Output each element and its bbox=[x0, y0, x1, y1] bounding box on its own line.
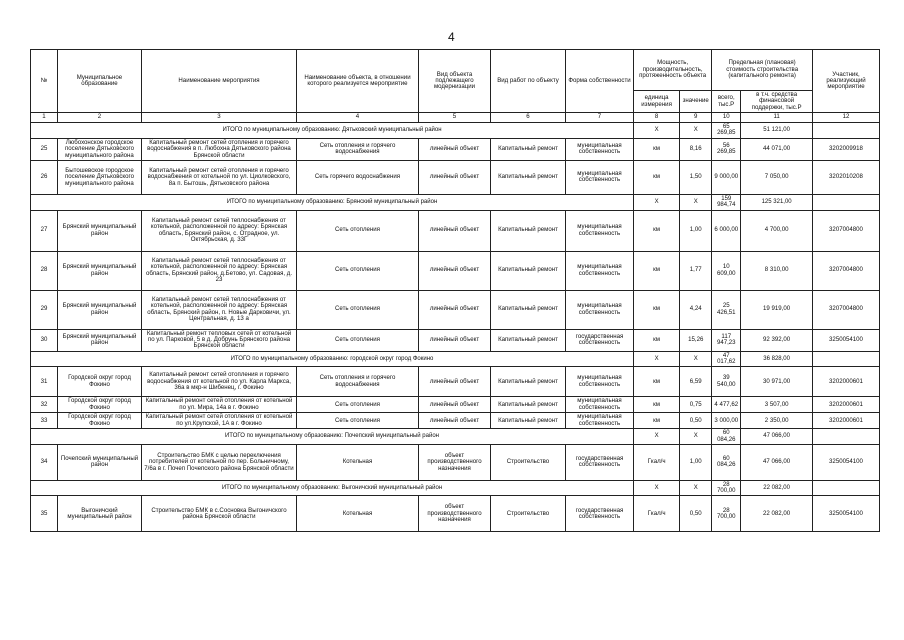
row-32-work: Капитальный ремонт bbox=[491, 397, 566, 413]
col-unit: единица измерения bbox=[634, 91, 680, 113]
row-34-no: 34 bbox=[31, 444, 58, 480]
x: X bbox=[680, 123, 712, 139]
num-10: 10 bbox=[712, 113, 741, 123]
row-31-mo: Городской округ город Фокино bbox=[58, 367, 142, 397]
row-34-owner: государственная собственность bbox=[566, 444, 634, 480]
row-29-no: 29 bbox=[31, 290, 58, 329]
row-33-support: 2 350,00 bbox=[741, 413, 813, 429]
row-35-work: Строительство bbox=[491, 496, 566, 532]
row-29-work: Капитальный ремонт bbox=[491, 290, 566, 329]
row-31-work: Капитальный ремонт bbox=[491, 367, 566, 397]
row-27-mo: Брянский муниципальный район bbox=[58, 210, 142, 251]
row-32-object: Сеть отопления bbox=[297, 397, 419, 413]
row-30-mo: Брянский муниципальный район bbox=[58, 329, 142, 351]
row-35-support: 22 082,00 bbox=[741, 496, 813, 532]
row-31-object: Сеть отопления и горячего водоснабжения bbox=[297, 367, 419, 397]
section-label: ИТОГО по муниципальному образованию: Почепский муниципальный район bbox=[31, 429, 634, 445]
col-municipality: Муниципальное образование bbox=[58, 50, 142, 113]
row-29-total: 25 426,51 bbox=[712, 290, 741, 329]
x: X bbox=[634, 480, 680, 496]
row-25-participant: 3202009918 bbox=[813, 138, 880, 160]
row-29-unit: км bbox=[634, 290, 680, 329]
row-32-value: 0,75 bbox=[680, 397, 712, 413]
num-8: 8 bbox=[634, 113, 680, 123]
row-33-value: 0,50 bbox=[680, 413, 712, 429]
row-29-event: Капитальный ремонт сетей теплоснабжения от котельной, расположенной по адресу: Брянская область, Брянский район, п. Новые Дарковичи, ул. Центральная, д. 13 а bbox=[142, 290, 297, 329]
col-capacity: Мощность, производительность, протяженность объекта bbox=[634, 50, 712, 91]
row-26-kind: линейный объект bbox=[419, 160, 491, 194]
num-3: 3 bbox=[142, 113, 297, 123]
section-label: ИТОГО по муниципальному образованию: Дятьковский муниципальный район bbox=[31, 123, 634, 139]
x: X bbox=[634, 429, 680, 445]
section-label: ИТОГО по муниципальному образованию: Брянский муниципальный район bbox=[31, 194, 634, 210]
num-9: 9 bbox=[680, 113, 712, 123]
row-35-event: Строительство БМК в с.Сосновка Выгоничского района Брянской области bbox=[142, 496, 297, 532]
support: 22 082,00 bbox=[741, 480, 813, 496]
row-25-no: 25 bbox=[31, 138, 58, 160]
row-30-participant: 3250054100 bbox=[813, 329, 880, 351]
row-28-event: Капитальный ремонт сетей теплоснабжения от котельной, расположенной по адресу: Брянская область, Брянский район, д.Бетово, ул. Садовая, д. 23 bbox=[142, 251, 297, 290]
support: 47 066,00 bbox=[741, 429, 813, 445]
col-owner: Форма собственности bbox=[566, 50, 634, 113]
row-34-work: Строительство bbox=[491, 444, 566, 480]
row-27-object: Сеть отопления bbox=[297, 210, 419, 251]
row-34-support: 47 066,00 bbox=[741, 444, 813, 480]
num-7: 7 bbox=[566, 113, 634, 123]
row-32-no: 32 bbox=[31, 397, 58, 413]
row-31-owner: муниципальная собственность bbox=[566, 367, 634, 397]
row-28-mo: Брянский муниципальный район bbox=[58, 251, 142, 290]
row-30-object: Сеть отопления bbox=[297, 329, 419, 351]
col-value: значение bbox=[680, 91, 712, 113]
row-28-object: Сеть отопления bbox=[297, 251, 419, 290]
row-29-object: Сеть отопления bbox=[297, 290, 419, 329]
num-1: 1 bbox=[31, 113, 58, 123]
row-25-value: 8,16 bbox=[680, 138, 712, 160]
row-30-owner: государственная собственность bbox=[566, 329, 634, 351]
row-35-mo: Выгоничский муниципальный район bbox=[58, 496, 142, 532]
row-25-event: Капитальный ремонт сетей отопления и горячего водоснабжения в п. Любохна Дятьковского района Брянской области bbox=[142, 138, 297, 160]
row-33-event: Капитальный ремонт сетей отопления от котельной по ул.Крупской, 1А в г. Фокино bbox=[142, 413, 297, 429]
row-32-unit: км bbox=[634, 397, 680, 413]
col-total: всего, тыс.Р bbox=[712, 91, 741, 113]
row-33-mo: Городской округ город Фокино bbox=[58, 413, 142, 429]
row-33-object: Сеть отопления bbox=[297, 413, 419, 429]
num-4: 4 bbox=[297, 113, 419, 123]
row-32-participant: 3202000601 bbox=[813, 397, 880, 413]
x: X bbox=[680, 429, 712, 445]
num-12: 12 bbox=[813, 113, 880, 123]
row-29-owner: муниципальная собственность bbox=[566, 290, 634, 329]
col-cost: Предельная (плановая) стоимость строительства (капитального ремонта) bbox=[712, 50, 813, 91]
col-support: в т.ч. средства финансовой поддержки, тыс.Р bbox=[741, 91, 813, 113]
works-table bbox=[30, 49, 880, 532]
row-35-object: Котельная bbox=[297, 496, 419, 532]
row-27-support: 4 700,00 bbox=[741, 210, 813, 251]
row-28-no: 28 bbox=[31, 251, 58, 290]
row-35-unit: Гкал/ч bbox=[634, 496, 680, 532]
row-33-kind: линейный объект bbox=[419, 413, 491, 429]
total: 28 700,00 bbox=[712, 480, 741, 496]
row-26-owner: муниципальная собственность bbox=[566, 160, 634, 194]
row-30-value: 15,26 bbox=[680, 329, 712, 351]
num-11: 11 bbox=[741, 113, 813, 123]
row-30-total: 117 947,23 bbox=[712, 329, 741, 351]
section-label: ИТОГО по муниципальному образованию: городской округ город Фокино bbox=[31, 351, 634, 367]
row-29-value: 4,24 bbox=[680, 290, 712, 329]
row-31-unit: км bbox=[634, 367, 680, 397]
row-25-total: 56 269,85 bbox=[712, 138, 741, 160]
row-34-total: 60 084,26 bbox=[712, 444, 741, 480]
row-26-support: 7 050,00 bbox=[741, 160, 813, 194]
x: X bbox=[634, 194, 680, 210]
row-31-participant: 3202000601 bbox=[813, 367, 880, 397]
row-27-event: Капитальный ремонт сетей теплоснабжения от котельной, расположенной по адресу: Брянская область, Брянский район, с. Отрадное, ул. Октябрьская, д. 33Г bbox=[142, 210, 297, 251]
row-30-support: 92 392,00 bbox=[741, 329, 813, 351]
row-35-no: 35 bbox=[31, 496, 58, 532]
num-6: 6 bbox=[491, 113, 566, 123]
row-34-participant: 3250054100 bbox=[813, 444, 880, 480]
row-34-value: 1,00 bbox=[680, 444, 712, 480]
row-26-no: 26 bbox=[31, 160, 58, 194]
num-2: 2 bbox=[58, 113, 142, 123]
row-35-total: 28 700,00 bbox=[712, 496, 741, 532]
row-28-kind: линейный объект bbox=[419, 251, 491, 290]
row-31-total: 39 540,00 bbox=[712, 367, 741, 397]
row-25-unit: км bbox=[634, 138, 680, 160]
row-28-participant: 3207004800 bbox=[813, 251, 880, 290]
row-28-value: 1,77 bbox=[680, 251, 712, 290]
total: 159 984,74 bbox=[712, 194, 741, 210]
page-number: 4 bbox=[448, 30, 455, 44]
row-27-no: 27 bbox=[31, 210, 58, 251]
row-31-no: 31 bbox=[31, 367, 58, 397]
row-33-work: Капитальный ремонт bbox=[491, 413, 566, 429]
row-27-kind: линейный объект bbox=[419, 210, 491, 251]
row-35-owner: государственная собственность bbox=[566, 496, 634, 532]
row-34-unit: Гкал/ч bbox=[634, 444, 680, 480]
row-31-support: 30 971,00 bbox=[741, 367, 813, 397]
row-33-no: 33 bbox=[31, 413, 58, 429]
total: 47 017,62 bbox=[712, 351, 741, 367]
row-32-event: Капитальный ремонт сетей отопления от котельной по ул. Мира, 14а в г. Фокино bbox=[142, 397, 297, 413]
x: X bbox=[680, 351, 712, 367]
row-31-value: 6,59 bbox=[680, 367, 712, 397]
col-object: Наименование объекта, в отношении которого реализуется мероприятие bbox=[297, 50, 419, 113]
col-participant: Участник, реализующий мероприятие bbox=[813, 50, 880, 113]
row-26-value: 1,50 bbox=[680, 160, 712, 194]
total: 65 269,85 bbox=[712, 123, 741, 139]
num-5: 5 bbox=[419, 113, 491, 123]
col-kind: Вид объекта подлежащего модернизации bbox=[419, 50, 491, 113]
row-33-participant: 3202000601 bbox=[813, 413, 880, 429]
row-32-kind: линейный объект bbox=[419, 397, 491, 413]
row-35-value: 0,50 bbox=[680, 496, 712, 532]
row-27-value: 1,00 bbox=[680, 210, 712, 251]
row-27-participant: 3207004800 bbox=[813, 210, 880, 251]
row-30-event: Капитальный ремонт тепловых сетей от котельной по ул. Парковой, 5 в д. Добрунь Брянского района Брянской области bbox=[142, 329, 297, 351]
x: X bbox=[634, 351, 680, 367]
row-32-owner: муниципальная собственность bbox=[566, 397, 634, 413]
row-30-unit: км bbox=[634, 329, 680, 351]
row-34-kind: объект производственного назначения bbox=[419, 444, 491, 480]
row-32-mo: Городской округ город Фокино bbox=[58, 397, 142, 413]
row-30-kind: линейный объект bbox=[419, 329, 491, 351]
row-28-total: 10 609,00 bbox=[712, 251, 741, 290]
row-33-owner: муниципальная собственность bbox=[566, 413, 634, 429]
total: 60 084,26 bbox=[712, 429, 741, 445]
row-28-owner: муниципальная собственность bbox=[566, 251, 634, 290]
row-26-unit: км bbox=[634, 160, 680, 194]
x: X bbox=[680, 194, 712, 210]
row-28-unit: км bbox=[634, 251, 680, 290]
row-25-object: Сеть отопления и горячего водоснабжения bbox=[297, 138, 419, 160]
col-number: № bbox=[31, 50, 58, 113]
row-27-total: 6 000,00 bbox=[712, 210, 741, 251]
row-29-mo: Брянский муниципальный район bbox=[58, 290, 142, 329]
row-26-object: Сеть горячего водоснабжения bbox=[297, 160, 419, 194]
row-33-total: 3 000,00 bbox=[712, 413, 741, 429]
row-35-participant: 3250054100 bbox=[813, 496, 880, 532]
row-34-event: Строительство БМК с целью переключения потребителей от котельной по пер. Больничному, 7/6а в г. Почеп Почепского района Брянской области bbox=[142, 444, 297, 480]
row-27-owner: муниципальная собственность bbox=[566, 210, 634, 251]
section-label: ИТОГО по муниципальному образованию: Выгоничский муниципальный район bbox=[31, 480, 634, 496]
row-34-mo: Почепский муниципальный район bbox=[58, 444, 142, 480]
row-34-object: Котельная bbox=[297, 444, 419, 480]
row-29-kind: линейный объект bbox=[419, 290, 491, 329]
row-28-support: 8 310,00 bbox=[741, 251, 813, 290]
row-30-work: Капитальный ремонт bbox=[491, 329, 566, 351]
row-27-unit: км bbox=[634, 210, 680, 251]
row-31-kind: линейный объект bbox=[419, 367, 491, 397]
support: 36 828,00 bbox=[741, 351, 813, 367]
col-event: Наименование мероприятия bbox=[142, 50, 297, 113]
support: 125 321,00 bbox=[741, 194, 813, 210]
row-33-unit: км bbox=[634, 413, 680, 429]
row-25-owner: муниципальная собственность bbox=[566, 138, 634, 160]
row-31-event: Капитальный ремонт сетей отопления и горячего водоснабжения от котельной по ул. Карла Маркса, 36а в мкр-н Шибенец, г. Фокино bbox=[142, 367, 297, 397]
row-32-support: 3 507,00 bbox=[741, 397, 813, 413]
row-27-work: Капитальный ремонт bbox=[491, 210, 566, 251]
row-25-mo: Любохонское городское поселение Дятьковского муниципального района bbox=[58, 138, 142, 160]
row-28-work: Капитальный ремонт bbox=[491, 251, 566, 290]
row-26-participant: 3202010208 bbox=[813, 160, 880, 194]
support: 51 121,00 bbox=[741, 123, 813, 139]
x: X bbox=[680, 480, 712, 496]
x: X bbox=[634, 123, 680, 139]
row-29-participant: 3207004800 bbox=[813, 290, 880, 329]
row-26-total: 9 000,00 bbox=[712, 160, 741, 194]
row-25-kind: линейный объект bbox=[419, 138, 491, 160]
row-25-support: 44 071,00 bbox=[741, 138, 813, 160]
col-work: Вид работ по объекту bbox=[491, 50, 566, 113]
row-32-total: 4 477,62 bbox=[712, 397, 741, 413]
row-26-mo: Бытошевское городское поселение Дятьковского муниципального района bbox=[58, 160, 142, 194]
row-26-event: Капитальный ремонт сетей отопления и горячего водоснабжения от котельной по ул. Циолковского, 8а п. Бытошь, Дятьковского района bbox=[142, 160, 297, 194]
row-30-no: 30 bbox=[31, 329, 58, 351]
row-25-work: Капитальный ремонт bbox=[491, 138, 566, 160]
row-29-support: 19 919,00 bbox=[741, 290, 813, 329]
row-26-work: Капитальный ремонт bbox=[491, 160, 566, 194]
row-35-kind: объект производственного назначения bbox=[419, 496, 491, 532]
